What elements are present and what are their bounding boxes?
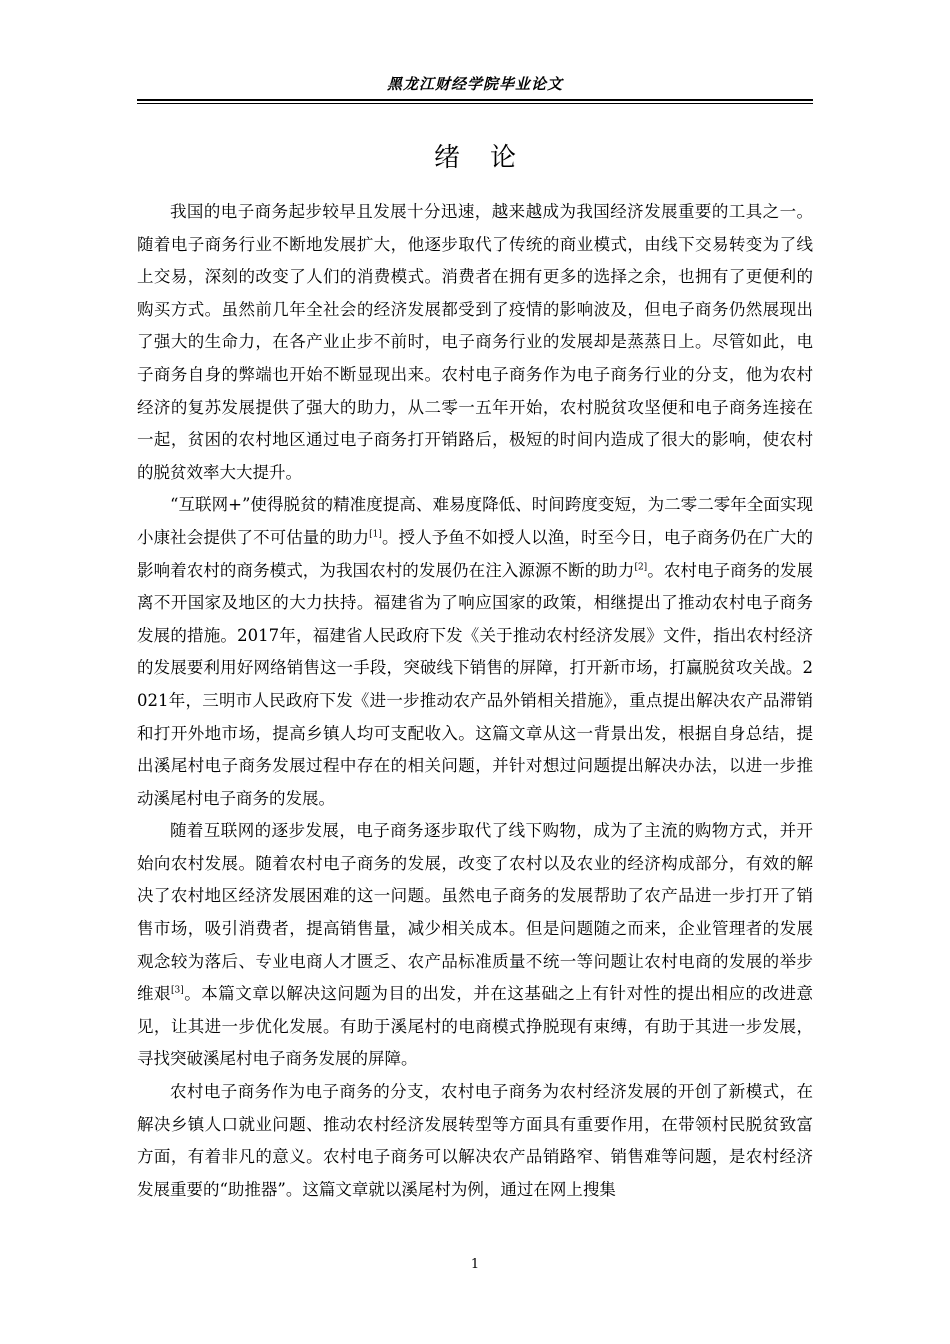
paragraph-text: 。农村电子商务的发展离不开国家及地区的大力扶持。福建省为了响应国家的政策，相继提出了推动农村电子商务发展的措施。2017年，福建省人民政府下发《关于推动农村经济发展》文件，指出农村经济的发展要利用好网络销售这一手段，突破线下销售的屏障，打开新市场，打赢脱贫攻关战。2021年，三明市人民政府下发《进一步推动农产品外销相关措施》，重点提出解决农产品滞销和打开外地市场，提高乡镇人均可支配收入。这篇文章从这一背景出发，根据自身总结，提出溪尾村电子商务发展过程中存在的相关问题，并针对想过问题提出解决办法，以进一步推动溪尾村电子商务的发展。 bbox=[137, 560, 814, 808]
paragraph-1 bbox=[137, 196, 813, 489]
running-header: 黑龙江财经学院毕业论文 bbox=[386, 75, 563, 93]
paragraph-text: 农村电子商务作为电子商务的分支，农村电子商务为农村经济发展的开创了新模式，在解决乡镇人口就业问题、推动农村经济发展转型等方面具有重要作用，在带领村民脱贫致富方面，有着非凡的意义。农村电子商务可以解决农产品销路窄、销售难等问题，是农村经济发展重要的“助推器”。这篇文章就以溪尾村为例，通过在网上搜集 bbox=[137, 1082, 813, 1199]
citation-marker: [1] bbox=[369, 529, 382, 540]
paragraph-text: 。本篇文章以解决这问题为目的出发，并在这基础之上有针对性的提出相应的改进意见，让其进一步优化发展。有助于溪尾村的电商模式挣脱现有束缚，有助于其进一步发展，寻找突破溪尾村电子商务发展的屏障。 bbox=[137, 984, 814, 1069]
paragraph-text: 随着互联网的逐步发展，电子商务逐步取代了线下购物，成为了主流的购物方式，并开始向农村发展。随着农村电子商务的发展，改变了农村以及农业的经济构成部分，有效的解决了农村地区经济发展困难的这一问题。虽然电子商务的发展帮助了农产品进一步打开了销售市场，吸引消费者，提高销售量，减少相关成本。但是问题随之而来，企业管理者的发展观念较为落后、专业电商人才匮乏、农产品标准质量不统一等问题让农村电商的发展的举步维艰 bbox=[137, 821, 813, 1004]
paragraph-text: “互联网+”使得脱贫的精准度提高、难易度降低、时间跨度变短，为二零二零年全面实现小康社会提供了不可估量的助力 bbox=[137, 495, 813, 547]
chapter-title: 绪论 bbox=[433, 143, 546, 173]
page-number: 1 bbox=[470, 1257, 480, 1272]
citation-marker: [2] bbox=[634, 562, 648, 573]
paragraph-3 bbox=[137, 815, 813, 1076]
body-text bbox=[137, 196, 813, 1206]
paragraph-4 bbox=[137, 1076, 813, 1206]
paragraph-text: 我国的电子商务起步较早且发展十分迅速，越来越成为我国经济发展重要的工具之一。随着电子商务行业不断地发展扩大，他逐步取代了传统的商业模式，由线下交易转变为了线上交易，深刻的改变了人们的消费模式。消费者在拥有更多的选择之余，也拥有了更便利的购买方式。虽然前几年全社会的经济发展都受到了疫情的影响波及，但电子商务仍然展现出了强大的生命力，在各产业止步不前时，电子商务行业的发展却是蒸蒸日上。尽管如此，电子商务自身的弊端也开始不断显现出来。农村电子商务作为电子商务行业的分支，他为农村经济的复苏发展提供了强大的助力，从二零一五年开始，农村脱贫攻坚便和电子商务连接在一起，贫困的农村地区通过电子商务打开销路后，极短的时间内造成了很大的影响，使农村的脱贫效率大大提升。 bbox=[137, 202, 813, 482]
paragraph-2 bbox=[137, 489, 813, 815]
header-rule-thin bbox=[137, 103, 813, 104]
paragraph-text: 。授人予鱼不如授人以渔，时至今日，电子商务仍在广大的影响着农村的商务模式，为我国农村的发展仍在注入源源不断的助力 bbox=[137, 527, 814, 580]
citation-marker: [3] bbox=[171, 985, 184, 996]
header-rule bbox=[137, 99, 813, 101]
